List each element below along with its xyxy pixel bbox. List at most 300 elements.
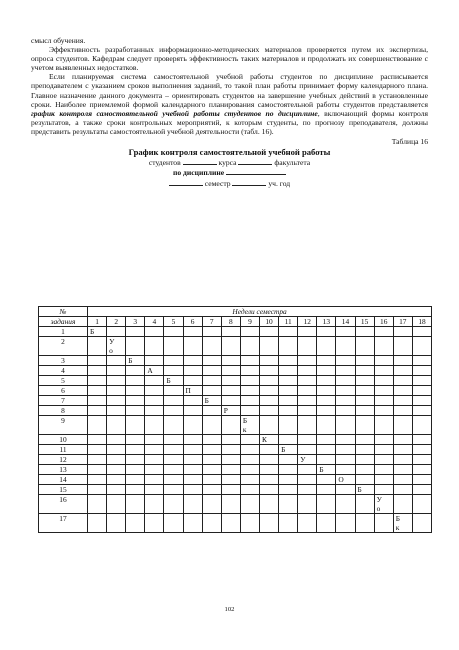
week-cell <box>317 455 336 465</box>
week-cell <box>412 376 431 386</box>
week-cell <box>164 366 183 376</box>
week-cell <box>355 366 374 376</box>
week-header: 9 <box>240 317 259 327</box>
week-cell <box>240 406 259 416</box>
task-number: 3 <box>39 356 88 366</box>
week-cell <box>259 376 278 386</box>
task-number: 15 <box>39 485 88 495</box>
paragraph-continuation: смысл обучения. <box>31 36 86 45</box>
week-cell <box>393 445 412 455</box>
week-cell <box>88 416 107 435</box>
week-cell <box>221 416 240 435</box>
week-cell <box>412 485 431 495</box>
week-cell <box>336 366 355 376</box>
week-cell <box>202 376 221 386</box>
week-cell <box>107 455 126 465</box>
week-cell <box>202 327 221 337</box>
table-row <box>39 485 432 495</box>
week-cell <box>240 356 259 366</box>
week-cell <box>374 416 393 435</box>
week-cell <box>412 465 431 475</box>
week-cell <box>412 366 431 376</box>
week-cell <box>298 465 317 475</box>
week-cell <box>279 386 298 396</box>
week-cell <box>107 406 126 416</box>
week-cell <box>393 455 412 465</box>
week-cell <box>336 445 355 455</box>
week-cell <box>88 485 107 495</box>
week-cell <box>202 455 221 465</box>
week-cell <box>374 396 393 406</box>
paragraph-calendar-tail: , включающий формы контроля результатов, а также сроки контрольных мероприятий, к которым студенты, по прогнозу преподавателя, должны представить результаты самостоятельной учебной деятельности (табл. 16). <box>31 108 429 136</box>
week-cell <box>145 406 164 416</box>
table-row <box>39 406 432 416</box>
week-cell <box>355 406 374 416</box>
week-cell <box>259 366 278 376</box>
task-number: 17 <box>39 514 88 533</box>
week-cell <box>336 495 355 514</box>
week-cell <box>298 445 317 455</box>
control-mark: Б к <box>240 416 259 435</box>
page-number: 102 <box>224 606 235 613</box>
week-cell <box>221 376 240 386</box>
week-cell <box>221 435 240 445</box>
week-header: 10 <box>259 317 278 327</box>
week-cell <box>183 396 202 406</box>
table-row <box>39 396 432 406</box>
week-cell <box>88 366 107 376</box>
week-cell <box>126 495 145 514</box>
week-cell <box>107 376 126 386</box>
week-header: 1 <box>88 317 107 327</box>
week-header: 2 <box>107 317 126 327</box>
week-cell <box>393 356 412 366</box>
week-cell <box>126 366 145 376</box>
week-cell <box>221 495 240 514</box>
week-cell <box>374 475 393 485</box>
week-cell <box>317 485 336 495</box>
week-cell <box>374 386 393 396</box>
header-task-label: задания <box>39 317 88 327</box>
header-task-number: № <box>39 307 88 317</box>
week-cell <box>374 337 393 356</box>
task-number: 16 <box>39 495 88 514</box>
control-mark: У о <box>374 495 393 514</box>
paragraph-calendar-plan <box>31 72 428 136</box>
week-cell <box>221 396 240 406</box>
week-cell <box>317 386 336 396</box>
discipline-blank <box>226 167 286 175</box>
week-header: 3 <box>126 317 145 327</box>
week-cell <box>107 327 126 337</box>
week-cell <box>393 435 412 445</box>
table-row <box>39 495 432 514</box>
week-cell <box>259 386 278 396</box>
week-cell <box>317 376 336 386</box>
week-cell <box>126 337 145 356</box>
week-cell <box>374 435 393 445</box>
week-cell <box>164 495 183 514</box>
week-cell <box>88 337 107 356</box>
week-cell <box>183 416 202 435</box>
week-cell <box>202 495 221 514</box>
task-number: 6 <box>39 386 88 396</box>
table-row <box>39 366 432 376</box>
week-cell <box>393 475 412 485</box>
control-schedule-table <box>38 306 432 533</box>
week-cell <box>202 356 221 366</box>
week-cell <box>145 465 164 475</box>
week-cell <box>279 356 298 366</box>
form-line-semester <box>31 178 428 188</box>
week-cell <box>145 495 164 514</box>
week-cell <box>88 475 107 485</box>
week-cell <box>164 327 183 337</box>
task-number: 2 <box>39 337 88 356</box>
week-cell <box>202 445 221 455</box>
week-cell <box>412 435 431 445</box>
week-cell <box>259 337 278 356</box>
table-row <box>39 475 432 485</box>
week-cell <box>88 396 107 406</box>
week-cell <box>107 485 126 495</box>
week-cell <box>393 366 412 376</box>
week-cell <box>183 327 202 337</box>
week-cell <box>279 396 298 406</box>
week-cell <box>183 495 202 514</box>
week-cell <box>336 337 355 356</box>
week-cell <box>393 386 412 396</box>
week-cell <box>393 327 412 337</box>
table-row <box>39 435 432 445</box>
week-cell <box>279 514 298 533</box>
week-cell <box>412 406 431 416</box>
control-mark: А <box>145 366 164 376</box>
week-cell <box>240 366 259 376</box>
week-cell <box>259 396 278 406</box>
week-cell <box>88 356 107 366</box>
week-cell <box>202 386 221 396</box>
week-cell <box>221 327 240 337</box>
week-cell <box>412 475 431 485</box>
week-cell <box>279 465 298 475</box>
week-cell <box>221 475 240 485</box>
week-cell <box>336 514 355 533</box>
week-cell <box>88 495 107 514</box>
week-cell <box>221 366 240 376</box>
control-mark: Б <box>202 396 221 406</box>
week-cell <box>412 416 431 435</box>
week-cell <box>107 396 126 406</box>
week-cell <box>202 416 221 435</box>
week-cell <box>393 465 412 475</box>
form-faculty-label: факультета <box>274 158 311 168</box>
week-cell <box>259 406 278 416</box>
week-cell <box>259 495 278 514</box>
week-cell <box>221 485 240 495</box>
week-cell <box>298 475 317 485</box>
week-cell <box>259 356 278 366</box>
week-cell <box>412 396 431 406</box>
week-cell <box>240 514 259 533</box>
week-cell <box>88 465 107 475</box>
week-cell <box>145 386 164 396</box>
week-cell <box>145 455 164 465</box>
week-cell <box>374 366 393 376</box>
week-cell <box>317 475 336 485</box>
week-cell <box>259 455 278 465</box>
form-year-label: уч. год <box>268 178 291 188</box>
week-cell <box>240 475 259 485</box>
week-cell <box>164 465 183 475</box>
table-label: Таблица 16 <box>391 137 428 147</box>
table-row <box>39 465 432 475</box>
week-cell <box>107 445 126 455</box>
form-line-students <box>31 157 428 167</box>
week-cell <box>355 327 374 337</box>
control-mark: Б <box>317 465 336 475</box>
task-number: 5 <box>39 376 88 386</box>
week-cell <box>336 406 355 416</box>
week-cell <box>145 356 164 366</box>
week-cell <box>240 396 259 406</box>
week-cell <box>202 366 221 376</box>
control-mark: Б <box>88 327 107 337</box>
table-row <box>39 386 432 396</box>
week-cell <box>202 485 221 495</box>
week-cell <box>221 386 240 396</box>
week-cell <box>107 386 126 396</box>
week-cell <box>412 455 431 465</box>
week-cell <box>164 356 183 366</box>
week-cell <box>298 406 317 416</box>
week-cell <box>240 465 259 475</box>
week-cell <box>317 337 336 356</box>
week-cell <box>317 445 336 455</box>
week-cell <box>355 475 374 485</box>
table-row <box>39 455 432 465</box>
week-cell <box>374 356 393 366</box>
week-cell <box>317 495 336 514</box>
control-mark: К <box>259 435 278 445</box>
week-header: 12 <box>298 317 317 327</box>
week-cell <box>164 455 183 465</box>
week-cell <box>88 445 107 455</box>
paragraph-calendar-text: Если планируемая система самостоятельной учебной работы студентов по дисциплине расписывается преподавателем с указанием сроков выполнения заданий, то такой план работы принимает форму календарного плана. Главное назначение данного документа – ориентировать студентов на завершение учебных действий в установленные сроки. Наиболее приемлемой формой календарного планирования самостоятельной работы студентов представляется <box>31 72 428 109</box>
week-cell <box>240 435 259 445</box>
week-cell <box>298 435 317 445</box>
week-cell <box>164 435 183 445</box>
week-cell <box>393 406 412 416</box>
week-cell <box>393 337 412 356</box>
week-cell <box>317 327 336 337</box>
week-cell <box>145 485 164 495</box>
week-cell <box>355 495 374 514</box>
week-cell <box>336 376 355 386</box>
week-cell <box>221 465 240 475</box>
week-cell <box>107 366 126 376</box>
week-cell <box>88 514 107 533</box>
week-cell <box>298 386 317 396</box>
week-cell <box>183 366 202 376</box>
table-row <box>39 445 432 455</box>
week-cell <box>183 485 202 495</box>
week-cell <box>107 356 126 366</box>
week-cell <box>126 386 145 396</box>
week-cell <box>336 396 355 406</box>
task-number: 7 <box>39 396 88 406</box>
week-cell <box>202 514 221 533</box>
table-row <box>39 514 432 533</box>
control-mark: Р <box>221 406 240 416</box>
week-cell <box>145 435 164 445</box>
week-cell <box>145 445 164 455</box>
week-cell <box>126 327 145 337</box>
week-cell <box>298 416 317 435</box>
week-cell <box>336 455 355 465</box>
task-number: 9 <box>39 416 88 435</box>
control-mark: Б <box>126 356 145 366</box>
week-cell <box>145 396 164 406</box>
week-cell <box>355 416 374 435</box>
week-cell <box>126 396 145 406</box>
week-cell <box>145 337 164 356</box>
control-mark: Б <box>279 445 298 455</box>
week-cell <box>412 386 431 396</box>
week-cell <box>355 396 374 406</box>
week-cell <box>240 327 259 337</box>
week-cell <box>412 514 431 533</box>
week-cell <box>88 455 107 465</box>
week-cell <box>317 396 336 406</box>
control-mark: П <box>183 386 202 396</box>
week-cell <box>126 376 145 386</box>
week-cell <box>374 406 393 416</box>
table-title: График контроля самостоятельной учебной работы <box>128 147 331 158</box>
control-mark: У <box>298 455 317 465</box>
week-cell <box>279 366 298 376</box>
week-cell <box>279 475 298 485</box>
week-cell <box>279 337 298 356</box>
week-cell <box>279 495 298 514</box>
control-mark: Б к <box>393 514 412 533</box>
week-cell <box>355 386 374 396</box>
week-cell <box>298 356 317 366</box>
task-number: 13 <box>39 465 88 475</box>
week-cell <box>202 475 221 485</box>
week-header: 13 <box>317 317 336 327</box>
week-cell <box>107 475 126 485</box>
task-number: 8 <box>39 406 88 416</box>
week-header: 4 <box>145 317 164 327</box>
week-cell <box>412 445 431 455</box>
week-cell <box>259 465 278 475</box>
week-cell <box>145 475 164 485</box>
week-cell <box>126 445 145 455</box>
week-cell <box>240 376 259 386</box>
week-header: 16 <box>374 317 393 327</box>
week-cell <box>355 356 374 366</box>
week-cell <box>240 495 259 514</box>
header-semester-weeks: Недели семестра <box>88 307 432 317</box>
week-cell <box>336 485 355 495</box>
week-cell <box>107 465 126 475</box>
week-cell <box>183 465 202 475</box>
week-cell <box>259 475 278 485</box>
week-cell <box>374 455 393 465</box>
control-mark: Б <box>355 485 374 495</box>
week-cell <box>164 416 183 435</box>
week-cell <box>107 514 126 533</box>
table-row <box>39 376 432 386</box>
week-cell <box>221 455 240 465</box>
week-cell <box>107 416 126 435</box>
week-cell <box>393 495 412 514</box>
week-cell <box>183 455 202 465</box>
week-cell <box>164 445 183 455</box>
week-cell <box>412 356 431 366</box>
week-cell <box>393 396 412 406</box>
week-cell <box>240 445 259 455</box>
week-cell <box>279 327 298 337</box>
week-cell <box>221 337 240 356</box>
week-cell <box>298 396 317 406</box>
week-cell <box>336 435 355 445</box>
week-cell <box>279 376 298 386</box>
form-course-label: курса <box>218 158 237 168</box>
paragraph-effectiveness: Эффективность разработанных информационно-методических материалов проверяется путем их экспертизы, опроса студентов. Кафедрам следует проверять эффективность таких материалов и продолжать их совершенствование с учетом выявленных недостатков. <box>31 45 428 73</box>
week-cell <box>126 455 145 465</box>
week-cell <box>88 406 107 416</box>
week-cell <box>355 455 374 465</box>
week-cell <box>88 386 107 396</box>
week-cell <box>374 327 393 337</box>
week-cell <box>183 406 202 416</box>
control-mark: У о <box>107 337 126 356</box>
week-header: 17 <box>393 317 412 327</box>
week-cell <box>240 337 259 356</box>
faculty-blank <box>238 157 272 165</box>
task-number: 12 <box>39 455 88 465</box>
week-cell <box>183 445 202 455</box>
week-cell <box>393 485 412 495</box>
week-cell <box>126 406 145 416</box>
week-cell <box>164 514 183 533</box>
task-number: 11 <box>39 445 88 455</box>
week-cell <box>164 406 183 416</box>
week-cell <box>183 514 202 533</box>
week-cell <box>183 376 202 386</box>
week-cell <box>259 514 278 533</box>
week-cell <box>279 416 298 435</box>
week-cell <box>145 327 164 337</box>
week-cell <box>317 435 336 445</box>
week-cell <box>298 485 317 495</box>
week-cell <box>259 327 278 337</box>
task-number: 10 <box>39 435 88 445</box>
week-cell <box>374 445 393 455</box>
week-header: 7 <box>202 317 221 327</box>
week-cell <box>145 514 164 533</box>
week-cell <box>393 376 412 386</box>
week-header: 6 <box>183 317 202 327</box>
week-cell <box>164 337 183 356</box>
week-cell <box>126 475 145 485</box>
semester-blank <box>169 178 203 186</box>
task-number: 1 <box>39 327 88 337</box>
week-cell <box>126 514 145 533</box>
week-cell <box>259 485 278 495</box>
